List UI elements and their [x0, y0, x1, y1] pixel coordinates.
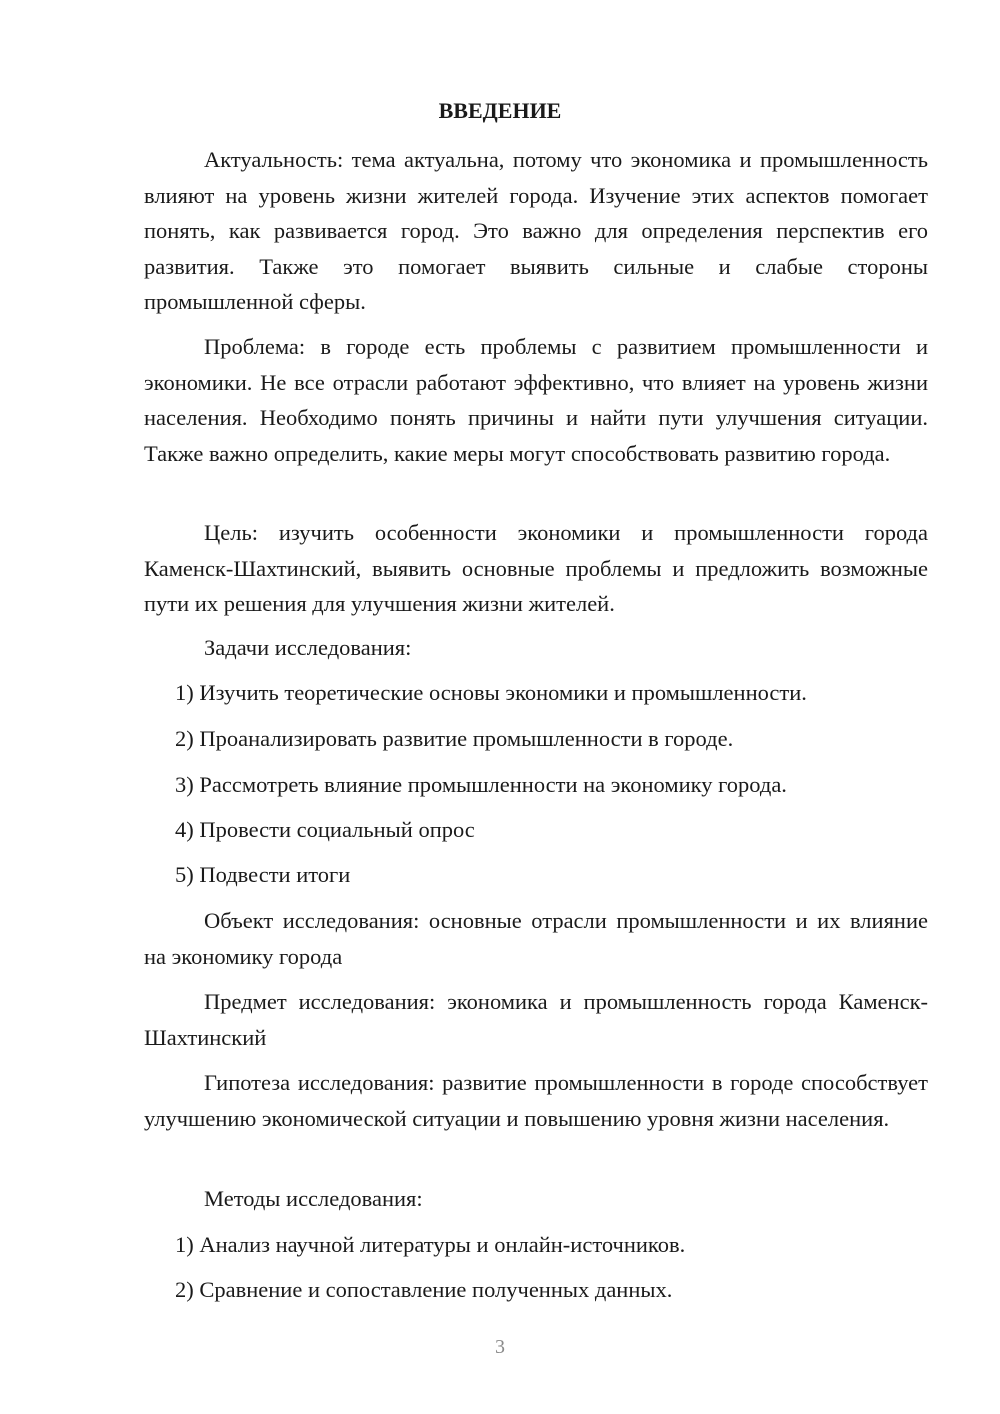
- task-item: 4) Провести социальный опрос: [175, 817, 475, 842]
- subject-paragraph: Предмет исследования: экономика и промышленность города Каменск-Шахтинский: [144, 989, 928, 1050]
- page-number: 3: [495, 1336, 505, 1358]
- hypothesis-paragraph: Гипотеза исследования: развитие промышленности в городе способствует улучшению экономической ситуации и повышению уровня жизни населения.: [144, 1070, 928, 1131]
- task-item: 1) Изучить теоретические основы экономики и промышленности.: [175, 680, 807, 705]
- methods-heading: Методы исследования:: [204, 1186, 423, 1211]
- object-paragraph: Объект исследования: основные отрасли промышленности и их влияние на экономику города: [144, 908, 928, 969]
- task-item: 3) Рассмотреть влияние промышленности на экономику города.: [175, 772, 787, 797]
- relevance-paragraph: Актуальность: тема актуальна, потому что экономика и промышленность влияют на уровень жизни жителей города. Изучение этих аспектов помогает понять, как развивается город. Это важно для определения перспектив его развития. Также это помогает выявить сильные и слабые стороны промышленной сферы.: [144, 147, 928, 314]
- task-item: 2) Проанализировать развитие промышленности в городе.: [175, 726, 734, 751]
- method-item: 2) Сравнение и сопоставление полученных данных.: [175, 1277, 673, 1302]
- page-title: ВВЕДЕНИЕ: [438, 98, 562, 123]
- method-item: 1) Анализ научной литературы и онлайн-источников.: [175, 1232, 686, 1257]
- problem-paragraph: Проблема: в городе есть проблемы с развитием промышленности и экономики. Не все отрасли работают эффективно, что влияет на уровень жизни населения. Необходимо понять причины и найти пути улучшения ситуации. Также важно определить, какие меры могут способствовать развитию города.: [144, 334, 928, 466]
- tasks-heading: Задачи исследования:: [204, 635, 412, 660]
- task-item: 5) Подвести итоги: [175, 862, 351, 887]
- goal-paragraph: Цель: изучить особенности экономики и промышленности города Каменск-Шахтинский, выявить основные проблемы и предложить возможные пути их решения для улучшения жизни жителей.: [144, 520, 928, 616]
